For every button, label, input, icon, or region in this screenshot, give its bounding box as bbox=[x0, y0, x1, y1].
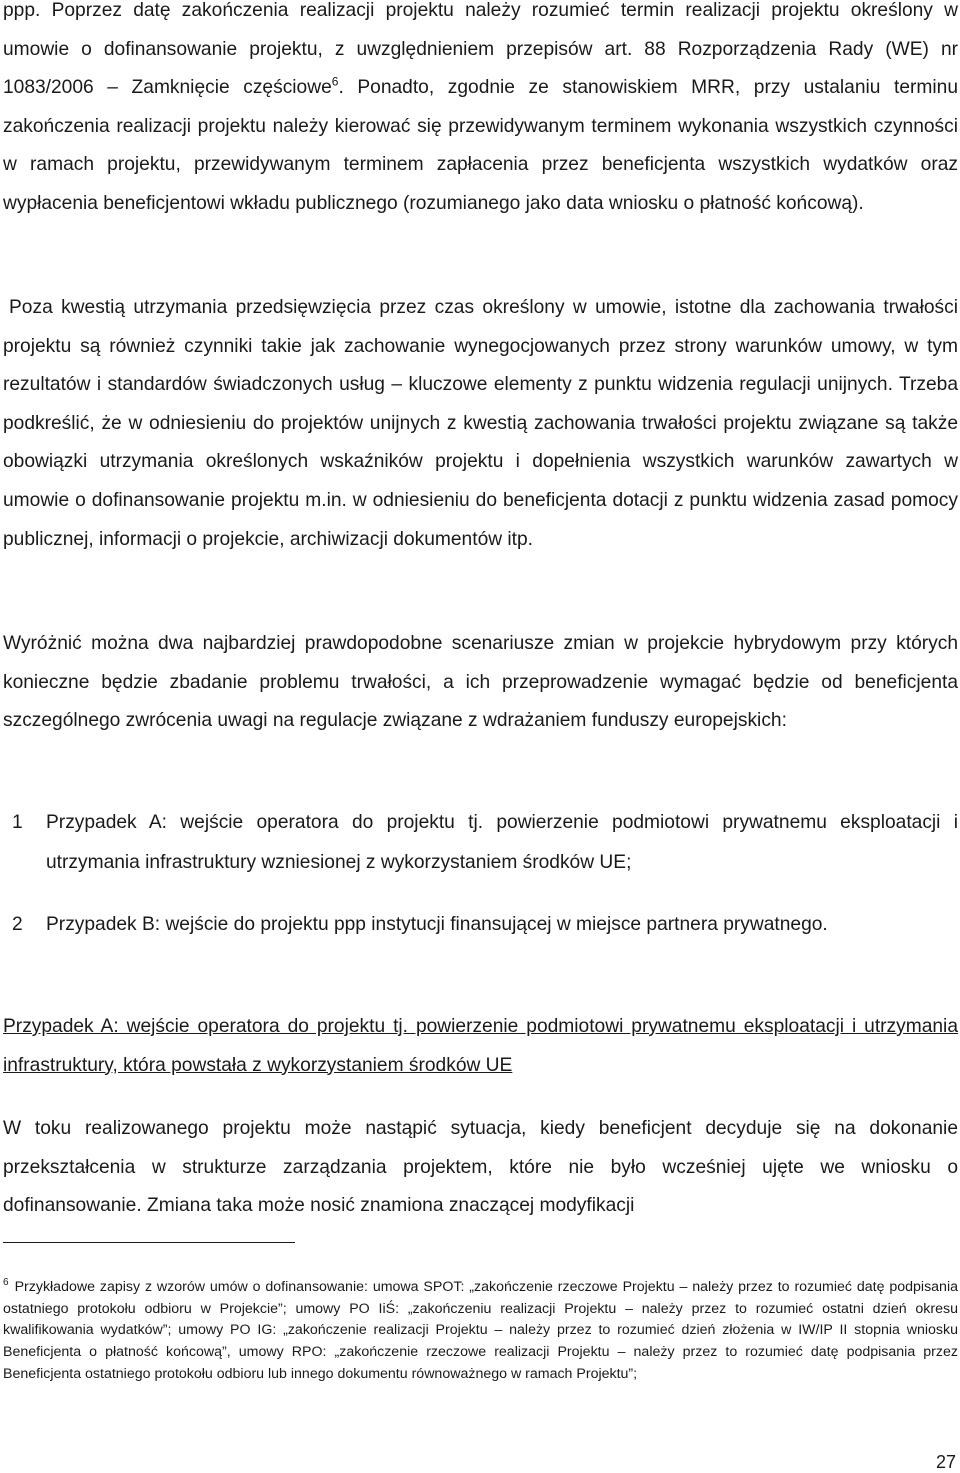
page-number: 27 bbox=[935, 1452, 956, 1472]
section-heading-case-a: Przypadek A: wejście operatora do projektu tj. powierzenie podmiotowi prywatnemu eksploatacji i utrzymania infrastruktury, która powstała z wykorzystaniem środków UE bbox=[3, 1016, 958, 1076]
footnote-separator bbox=[3, 1242, 295, 1243]
footnote-reference: 6 bbox=[331, 74, 339, 89]
list-item-number: 2 bbox=[12, 914, 23, 935]
list-item bbox=[3, 905, 958, 945]
list-item-number: 1 bbox=[12, 812, 23, 833]
footnote-text: Przykładowe zapisy z wzorów umów o dofinansowanie: umowa SPOT: „zakończenie rzeczowe Projektu – należy przez to rozumieć datę podpisania ostatniego protokołu odbioru w Projekcie”; umowy PO IiŚ: „zakończeniu realizacji Projektu – należy przez to rozumieć ostatni dzień okresu kwalifikowania wydatków”; umowy PO IG: „zakończenie realizacji Projektu – należy przez to rozumieć dzień złożenia w IW/IP II stopnia wniosku Beneficjenta o płatność końcową”, umowy RPO: „zakończenie rzeczowe realizacji Projektu – należy przez to rozumieć datę podpisania przez Beneficjenta ostatniego protokołu odbioru lub innego dokumentu równoważnego w ramach Projektu”; bbox=[3, 1279, 958, 1382]
paragraph-scenarios: Wyróżnić można dwa najbardziej prawdopodobne scenariusze zmian w projekcie hybrydowym przy których konieczne będzie zbadanie problemu trwałości, a ich przeprowadzenie wymagać będzie od beneficjenta szczególnego zwrócenia uwagi na regulacje związane z wdrażaniem funduszy europejskich: bbox=[3, 633, 958, 732]
list-item bbox=[3, 803, 958, 883]
footnote bbox=[3, 1277, 958, 1386]
paragraph-durability: Poza kwestią utrzymania przedsięwzięcia przez czas określony w umowie, istotne dla zachowania trwałości projektu są również czynniki takie jak zachowanie wynegocjowanych przez strony warunków umowy, w tym rezultatów i standardów świadczonych usług – kluczowe elementy z punktu widzenia regulacji unijnych. Trzeba podkreślić, że w odniesieniu do projektów unijnych z kwestią zachowania trwałości projektu związane są także obowiązki utrzymania określonych wskaźników projektu i dopełnienia wszystkich warunków zawartych w umowie o dofinansowanie projektu m.in. w odniesieniu do beneficjenta dotacji z punktu widzenia zasad pomocy publicznej, informacji o projekcie, archiwizacji dokumentów itp. bbox=[3, 297, 958, 550]
paragraph-text: . Ponadto, zgodnie ze stanowiskiem MRR, przy ustalaniu terminu zakończenia realizacji projektu należy kierować się przewidywanym terminem wykonania wszystkich czynności w ramach projektu, przewidywanym terminem zapłacenia przez beneficjenta wszystkich wydatków oraz wypłacenia beneficjentowi wkładu publicznego (rozumianego jako data wniosku o płatność końcową). bbox=[3, 77, 958, 214]
list-item-text: Przypadek B: wejście do projektu ppp instytucji finansującej w miejsce partnera prywatnego. bbox=[46, 914, 828, 935]
paragraph-restructuring: W toku realizowanego projektu może nastąpić sytuacja, kiedy beneficjent decyduje się na dokonanie przekształcenia w strukturze zarządzania projektem, które nie było wcześniej ujęte we wniosku o dofinansowanie. Zmiana taka może nosić znamiona znaczącej modyfikacji bbox=[3, 1118, 958, 1217]
paragraph-text: ppp. Poprzez datę zakończenia realizacji projektu należy rozumieć termin realizacji projektu określony w umowie o dofinansowanie projektu, z uwzględnieniem przepisów art. 88 Rozporządzenia Rady (WE) nr 1083/2006 – Zamknięcie częściowe bbox=[3, 0, 958, 99]
paragraph-completion-date bbox=[3, 0, 958, 224]
list-item-text: Przypadek A: wejście operatora do projektu tj. powierzenie podmiotowi prywatnemu eksploatacji i utrzymania infrastruktury wzniesionej z wykorzystaniem środków UE; bbox=[46, 812, 958, 873]
footnote-mark: 6 bbox=[3, 1277, 9, 1289]
